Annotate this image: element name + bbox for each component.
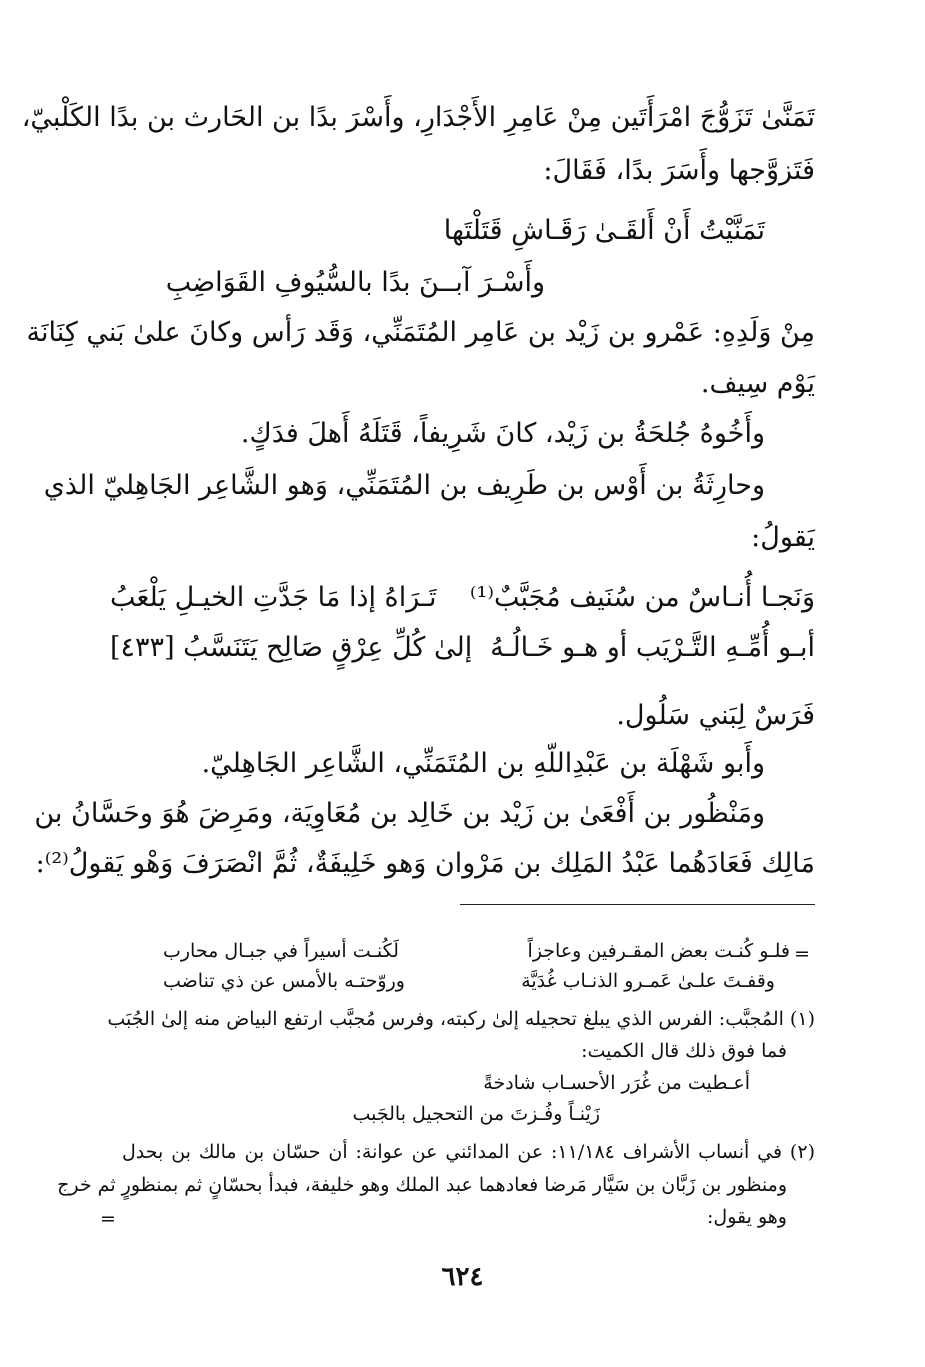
- couplet-1-left: تَـرَاهُ إذا مَا جَدَّتِ الخيـلِ يَلْعَبُ: [110, 582, 437, 613]
- body-line-1: تَمَنَّىٰ تَزَوُّجَ امْرَأَتَين مِنْ عَامِرِ الأَجْدَارِ، وأَسْرَ بدًا بن الحَارث بن بدًا الكَلْبيّ،: [21, 102, 815, 133]
- footnote-1-verse-2: زَيْنـاً وفُـزتَ من التحجيل بالجَبب: [352, 1103, 600, 1125]
- body-line-3: مِنْ وَلَدِهِ: عَمْرو بن زَيْد بن عَامِر المُتَمَنِّي، وَقَد رَأس وكانَ علىٰ بَني كِنَانَة: [26, 317, 815, 348]
- footnote-2-line-1: (٢) في أنساب الأشراف ١١/١٨٤: عن المدائني عن عوانة: أن حسّان بن مالك بن بحدل: [122, 1141, 815, 1163]
- body-line-6: وحارِثَةُ بن أَوْس بن طَرِيف بن المُتَمَنِّي، وَهو الشَّاعِر الجَاهِليّ الذي: [43, 470, 765, 501]
- couplet-2-right: أبـو أُمِّـهِ التَّـرْيَب أو هـو خَـالُـهُ: [490, 632, 815, 663]
- body-line-7: يَقولُ:: [751, 522, 815, 553]
- verse-1-second-hemistich: وأَسْـرَ آبــنَ بدًا بالسُّيُوفِ القَوَاضِبِ: [165, 267, 545, 298]
- continuation-mark: =: [794, 943, 810, 965]
- verse-1-first-hemistich: تَمَنَّيْتُ أَنْ أَلقَـىٰ رَقَـاشِ قَتَلْتَها: [443, 215, 765, 246]
- body-line-5: وأَخُوهُ جُلحَةُ بن زَيْد، كانَ شَرِيفاً، قَتَلَهُ أَهلَ فدَكٍ.: [240, 418, 765, 449]
- footnote-2-line-3: وهو يقول:: [707, 1206, 787, 1228]
- continuation-mark-end: =: [100, 1208, 116, 1230]
- footnote-1-verse-1: أعـطيت من غُرَر الأحسـاب شادخةً: [483, 1072, 750, 1094]
- footnote-continued-verse-2a: وقفـتَ علـىٰ عَمـرو الذنـاب غُدَيَّة: [521, 970, 775, 992]
- page-number: ٦٢٤: [441, 1262, 484, 1292]
- footnote-continued-verse-1a: فلـو كُنـت بعض المقـرفين وعاجزاً: [527, 940, 790, 962]
- body-line-10: ومَنْظُور بن أَفْعَىٰ بن زَيْد بن خَالِد بن مُعَاوِيَة، ومَرِضَ هُوَ وحَسَّانُ بن: [34, 798, 765, 829]
- body-line-11: مَالِك فَعَادَهُما عَبْدُ المَلِك بن مَرْوان وَهو خَلِيفَةٌ، ثُمَّ انْصَرَفَ وَهْو يَقولُ⁽²⁾:: [35, 848, 815, 879]
- footnote-1-line-1: (١) المُجبَّب: الفرس الذي يبلغ تحجيله إلىٰ ركبته، وفرس مُجبَّب ارتفع البياض منه إلىٰ الجُبَب: [107, 1008, 815, 1030]
- footnote-continued-verse-2b: وروّحتـه بالأمس عن ذي تناضب: [163, 970, 405, 992]
- footnote-separator: [460, 904, 815, 905]
- footnote-continued-verse-1b: لَكُنـت أسيراً في جبـال محارب: [163, 940, 399, 962]
- body-line-9: وأَبو شَهْلَة بن عَبْدِاللّهِ بن المُتَمَنِّي، الشَّاعِر الجَاهِليّ.: [201, 748, 765, 779]
- footnote-1-line-2: فما فوق ذلك قال الكميت:: [581, 1040, 787, 1062]
- body-line-4: يَوْم سِيف.: [700, 368, 815, 399]
- couplet-2-left: إلىٰ كُلِّ عِرْقٍ صَالِح يَتَنَسَّبُ [٤٣٣]: [110, 632, 473, 663]
- body-line-8: فَرَسٌ لِبَني سَلُول.: [616, 700, 815, 731]
- footnote-2-line-2: ومنظور بن زَبَّان بن سَيَّار مَرضا فعادهما عبد الملك وهو خليفة، فبدأ بحسّانٍ ثم بمنظورٍ ثم خرج: [57, 1174, 787, 1196]
- body-line-2: فَتَزوَّجها وأَسَرَ بدًا، فَقَالَ:: [543, 155, 815, 186]
- couplet-1-right: وَنَجـا أُنـاسٌ من سُنَيف مُجَبَّبٌ⁽¹⁾: [469, 582, 815, 613]
